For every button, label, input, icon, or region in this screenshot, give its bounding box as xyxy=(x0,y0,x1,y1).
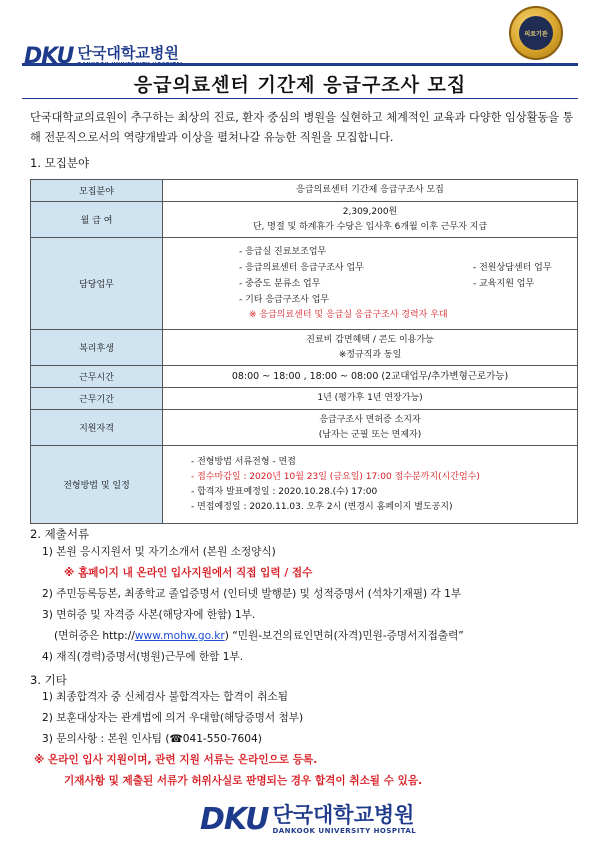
row-value-duty xyxy=(163,238,578,330)
list-item: 4) 재직(경력)증명서(병원)근무에 한함 1부. xyxy=(42,651,244,663)
section-3-heading: 3. 기타 xyxy=(30,673,67,687)
list-item: 3) 면허증 및 자격증 사본(해당자에 한함) 1부. xyxy=(42,609,256,621)
logo-mark: DKU xyxy=(24,44,74,69)
intro-paragraph: 단국대학교의료원이 추구하는 최상의 진료, 환자 중심의 병원을 실현하고 체계적인 교육과 다양한 임상활동을 통해 전문직으로서의 역량개발과 이상을 펼쳐나갈 유능한 직원을 모집합니다. xyxy=(30,111,574,144)
table-row xyxy=(31,180,578,202)
row-label-qualification: 지원자격 xyxy=(31,410,163,446)
list-item: 3) 문의사항 : 본원 인사팀 (☎041-550-7604) xyxy=(42,733,262,745)
badge-label: 의료기관 xyxy=(519,16,553,50)
table-row xyxy=(31,202,578,238)
row-label-field: 모집분야 xyxy=(31,180,163,202)
row-label-welfare: 복리후생 xyxy=(31,330,163,366)
qualification-note: (남자는 군필 또는 면제자) xyxy=(318,429,422,440)
logo-english-name: DANKOOK UNIVERSITY HOSPITAL xyxy=(272,826,417,835)
qualification-line: 응급구조사 면허증 소지자 xyxy=(319,414,421,425)
row-label-duty: 담당업무 xyxy=(31,238,163,330)
table-row xyxy=(31,446,578,524)
row-value-qualification xyxy=(163,410,578,446)
recruitment-table xyxy=(30,179,578,524)
duty-item: - 전원상담센터 업무 xyxy=(473,263,552,273)
list-item: 1) 본원 응시지원서 및 자기소개서 (본원 소정양식) xyxy=(42,546,276,558)
duty-item: - 중증도 분류소 업무 xyxy=(239,279,321,289)
welfare-line: 진료비 감면혜택 / 콘도 이용가능 xyxy=(306,334,434,345)
duty-item: - 응급의료센터 응급구조사 업무 xyxy=(239,263,364,273)
false-statement-note: 기재사항 및 제출된 서류가 허위사실로 판명되는 경우 합격이 취소될 수 있음. xyxy=(64,775,423,787)
row-value-period: 1년 (평가후 1년 연장가능) xyxy=(163,388,578,410)
announcement-date: - 합격자 발표예정일 : 2020.10.28.(수) 17:00 xyxy=(191,486,378,497)
table-row xyxy=(31,388,578,410)
interview-date: - 면접예정일 : 2020.11.03. 오후 2시 (변경시 홈페이지 별도공지) xyxy=(191,501,453,512)
page-title: 응급의료센터 기간제 응급구조사 모집 xyxy=(133,74,467,96)
section-2-heading: 2. 제출서류 xyxy=(30,527,90,541)
table-row xyxy=(31,366,578,388)
row-label-salary: 월 급 여 xyxy=(31,202,163,238)
list-item: 2) 보훈대상자는 관계법에 의거 우대함(해당증명서 첨부) xyxy=(42,712,304,724)
license-note-suffix: ) “민원-보건의료인면허(자격)민원-증명서지접출력” xyxy=(224,630,464,642)
license-note xyxy=(42,626,464,647)
duty-item: - 교육지원 업무 xyxy=(473,279,535,289)
row-value-field: 응급의료센터 기간제 응급구조사 모집 xyxy=(163,180,578,202)
documents-list xyxy=(42,542,464,668)
logo-mark: DKU xyxy=(200,802,269,837)
title-bar xyxy=(22,63,578,99)
duty-item: - 기타 응급구조사 업무 xyxy=(239,295,330,305)
welfare-note: ※정규직과 동일 xyxy=(338,349,402,360)
online-application-note: ※ 홈페이지 내 온라인 입사지원에서 직접 입력 / 접수 xyxy=(64,567,313,579)
table-row xyxy=(31,238,578,330)
table-row xyxy=(31,410,578,446)
duty-list xyxy=(239,244,573,308)
duty-preference-note: ※ 응급의료센터 및 응급실 응급구조사 경력자 우대 xyxy=(249,310,448,320)
section-1-heading: 1. 모집분야 xyxy=(30,156,90,170)
selection-method: - 전형방법 서류전형 - 면접 xyxy=(191,456,296,467)
row-value-salary xyxy=(163,202,578,238)
salary-note: 단, 명절 및 하계휴가 수당은 입사후 6개월 이후 근무자 지급 xyxy=(252,221,488,232)
duty-item: - 응급실 진료보조업무 xyxy=(239,247,327,257)
application-deadline: - 접수마감일 : 2020년 10월 23일 (금요일) 17:00 접수분까지(시간엄수) xyxy=(191,471,480,482)
list-item: 2) 주민등록등본, 최종학교 졸업증명서 (인터넷 발행분) 및 성적증명서 (석차기재필) 각 1부 xyxy=(42,588,462,600)
row-label-hours: 근무시간 xyxy=(31,366,163,388)
row-label-period: 근무기간 xyxy=(31,388,163,410)
row-value-welfare xyxy=(163,330,578,366)
list-item: 1) 최종합격자 중 신체검사 불합격자는 합격이 취소됨 xyxy=(42,691,288,703)
logo-text xyxy=(272,802,417,835)
mohw-link[interactable]: www.mohw.go.kr xyxy=(134,630,225,642)
logo-english-name: DANKOOK UNIVERSITY HOSPITAL xyxy=(77,61,184,68)
online-note: ※ 온라인 입사 지원이며, 관련 지원 서류는 온라인으로 등록. xyxy=(34,754,318,766)
row-value-selection xyxy=(163,446,578,524)
logo-korean-name: 단국대학교병원 xyxy=(272,802,415,827)
row-label-selection: 전형방법 및 일정 xyxy=(31,446,163,524)
salary-amount: 2,309,200원 xyxy=(342,206,398,217)
table-row xyxy=(31,330,578,366)
other-notes-list xyxy=(34,687,423,792)
accreditation-badge-icon xyxy=(509,6,563,60)
row-value-hours: 08:00 ~ 18:00 , 18:00 ~ 08:00 (2교대업무/추가변형근로가능) xyxy=(163,366,578,388)
logo-korean-name: 단국대학교병원 xyxy=(77,43,179,62)
hospital-logo-bottom xyxy=(200,802,416,837)
license-note-prefix: (면허증은 http:// xyxy=(54,630,135,642)
